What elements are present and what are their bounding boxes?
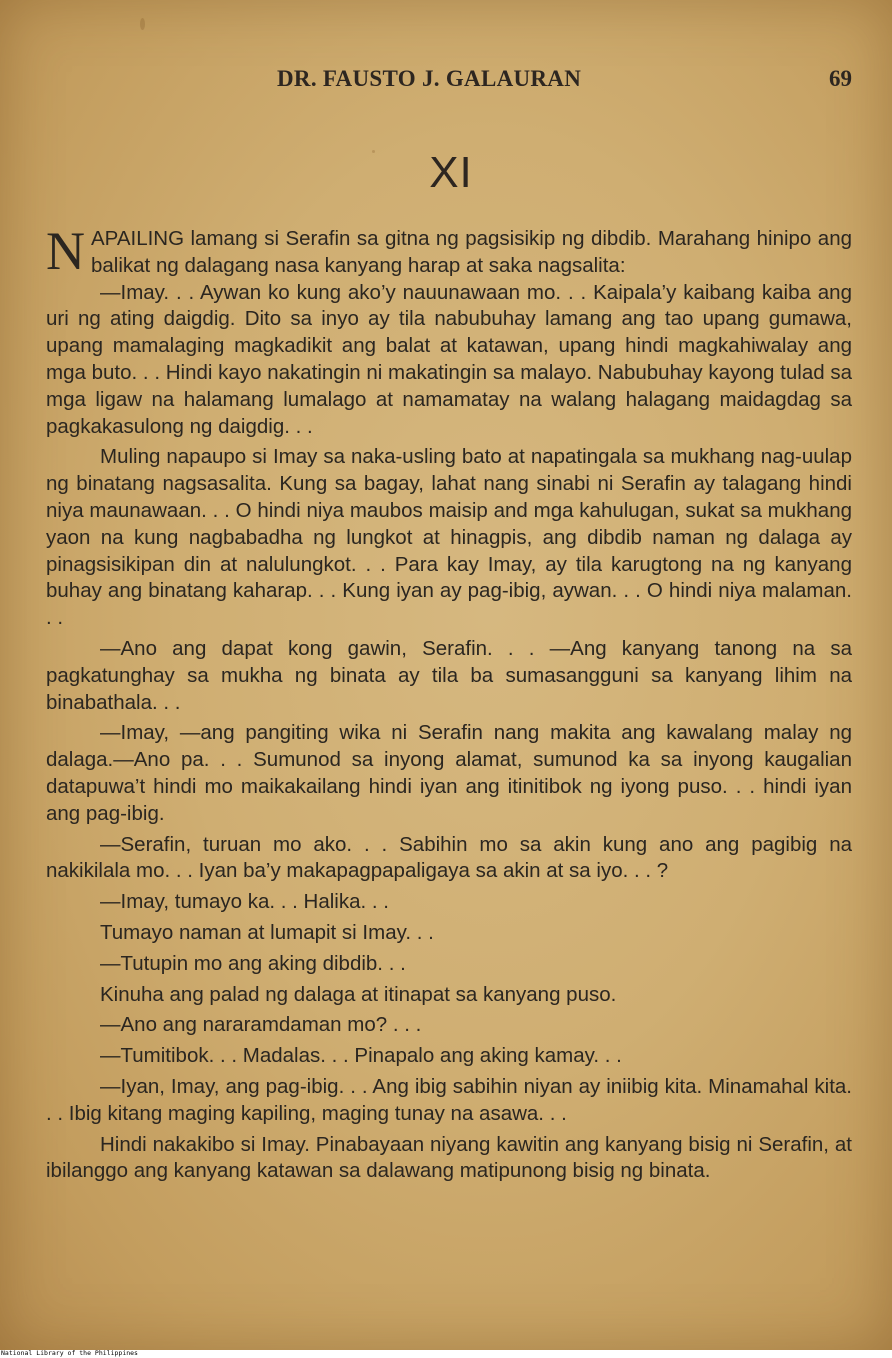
paragraph: —Imay, —ang pangiting wika ni Serafin nang makita ang kawalang malay ng dalaga.—Ano pa. . . Sumunod sa inyong alamat, sumunod ka sa inyong kaugalian datapuwa’t hindi mo maikakailang hindi iyan ang itinitibok ng iyong puso. . . hindi iyan ang pag-ibig. xyxy=(46,721,852,825)
ink-spot xyxy=(140,18,145,30)
chapter-body xyxy=(46,221,852,1185)
running-title: DR. FAUSTO J. GALAURAN xyxy=(277,66,582,91)
page-number: 69 xyxy=(829,66,852,91)
paragraph: —Ano ang nararamdaman mo? . . . xyxy=(100,1013,422,1037)
paragraph: —Imay, tumayo ka. . . Halika. . . xyxy=(100,890,389,914)
paragraph: —Ano ang dapat kong gawin, Serafin. . . —Ang kanyang tanong na sa pagkatunghay sa mukha ng binata ay tila ba sumasangguni sa kanyang lihim na binabathala. . . xyxy=(46,636,852,714)
paragraph: Hindi nakakibo si Imay. Pinabayaan niyang kawitin ang kanyang bisig ni Serafin, at ibilanggo ang kanyang katawan sa dalawang matipunong bisig ng binata. xyxy=(46,1132,852,1183)
paragraph: —Tumitibok. . . Madalas. . . Pinapalo ang aking kamay. . . xyxy=(100,1044,622,1068)
chapter-heading: XI xyxy=(429,148,473,197)
paragraph: —Imay. . . Aywan ko kung ako’y nauunawaan mo. . . Kaipala’y kaibang kaiba ang uri ng ating daigdig. Dito sa inyo ay tila nabubuhay lamang ang tao upang gumawa, upang mamalaging magkadikit ang balat at katawan, upang hindi magkahiwalay ang mga buto. . . Hindi kayo nakatingin ni makatingin sa malayo. Nabubuhay kayong tulad sa mga ligaw na halamang lumalago at namamatay na walang halagang maidagdag sa pagkakasulong ng daigdig. . . xyxy=(46,280,852,438)
paragraph: Tumayo naman at lumapit si Imay. . . xyxy=(100,920,434,944)
paragraph: Muling napaupo si Imay sa naka-usling bato at napatingala sa mukhang nag-uulap ng binatang nagsasalita. Kung sa bagay, lahat nang sinabi ni Serafin ay talagang hindi niya maunawaan. . . O hindi niya maubos maisip and mga kahulugan, sukat sa mukhang yaon na kung nagbabadha ng lungkot at hinagpis, ang dibdib naman ng dalaga ay pinagsisikipan din at nalulungkot. . . Para kay Imay, ay tila karugtong na ng kanyang buhay ang binatang kaharap. . . Kung iyan ay pag-ibig, aywan. . . O hindi niya malaman. . . xyxy=(46,445,852,630)
opening-paragraph-text: APAILING lamang si Serafin sa gitna ng pagsisikip ng dibdib. Marahang hinipo ang balikat ng dalagang nasa kanyang harap at saka nagsalita: xyxy=(91,227,852,277)
paragraph: —Tutupin mo ang aking dibdib. . . xyxy=(100,951,406,975)
paragraph: —Serafin, turuan mo ako. . . Sabihin mo sa akin kung ano ang pagibig na nakikilala mo. . . Iyan ba’y makapagpapaligaya sa akin at sa iyo. . . ? xyxy=(46,832,852,883)
opening-paragraph xyxy=(46,221,852,281)
library-credit: National Library of the Philippines xyxy=(1,1349,138,1357)
running-header xyxy=(0,66,892,96)
scan-footer xyxy=(0,1350,892,1358)
paragraph: —Iyan, Imay, ang pag-ibig. . . Ang ibig sabihin niyan ay iniibig kita. Minamahal kita. . . Ibig kitang maging kapiling, maging tunay na asawa. . . xyxy=(46,1074,852,1125)
drop-cap: N xyxy=(46,221,85,281)
paragraph: Kinuha ang palad ng dalaga at itinapat sa kanyang puso. xyxy=(100,982,617,1006)
